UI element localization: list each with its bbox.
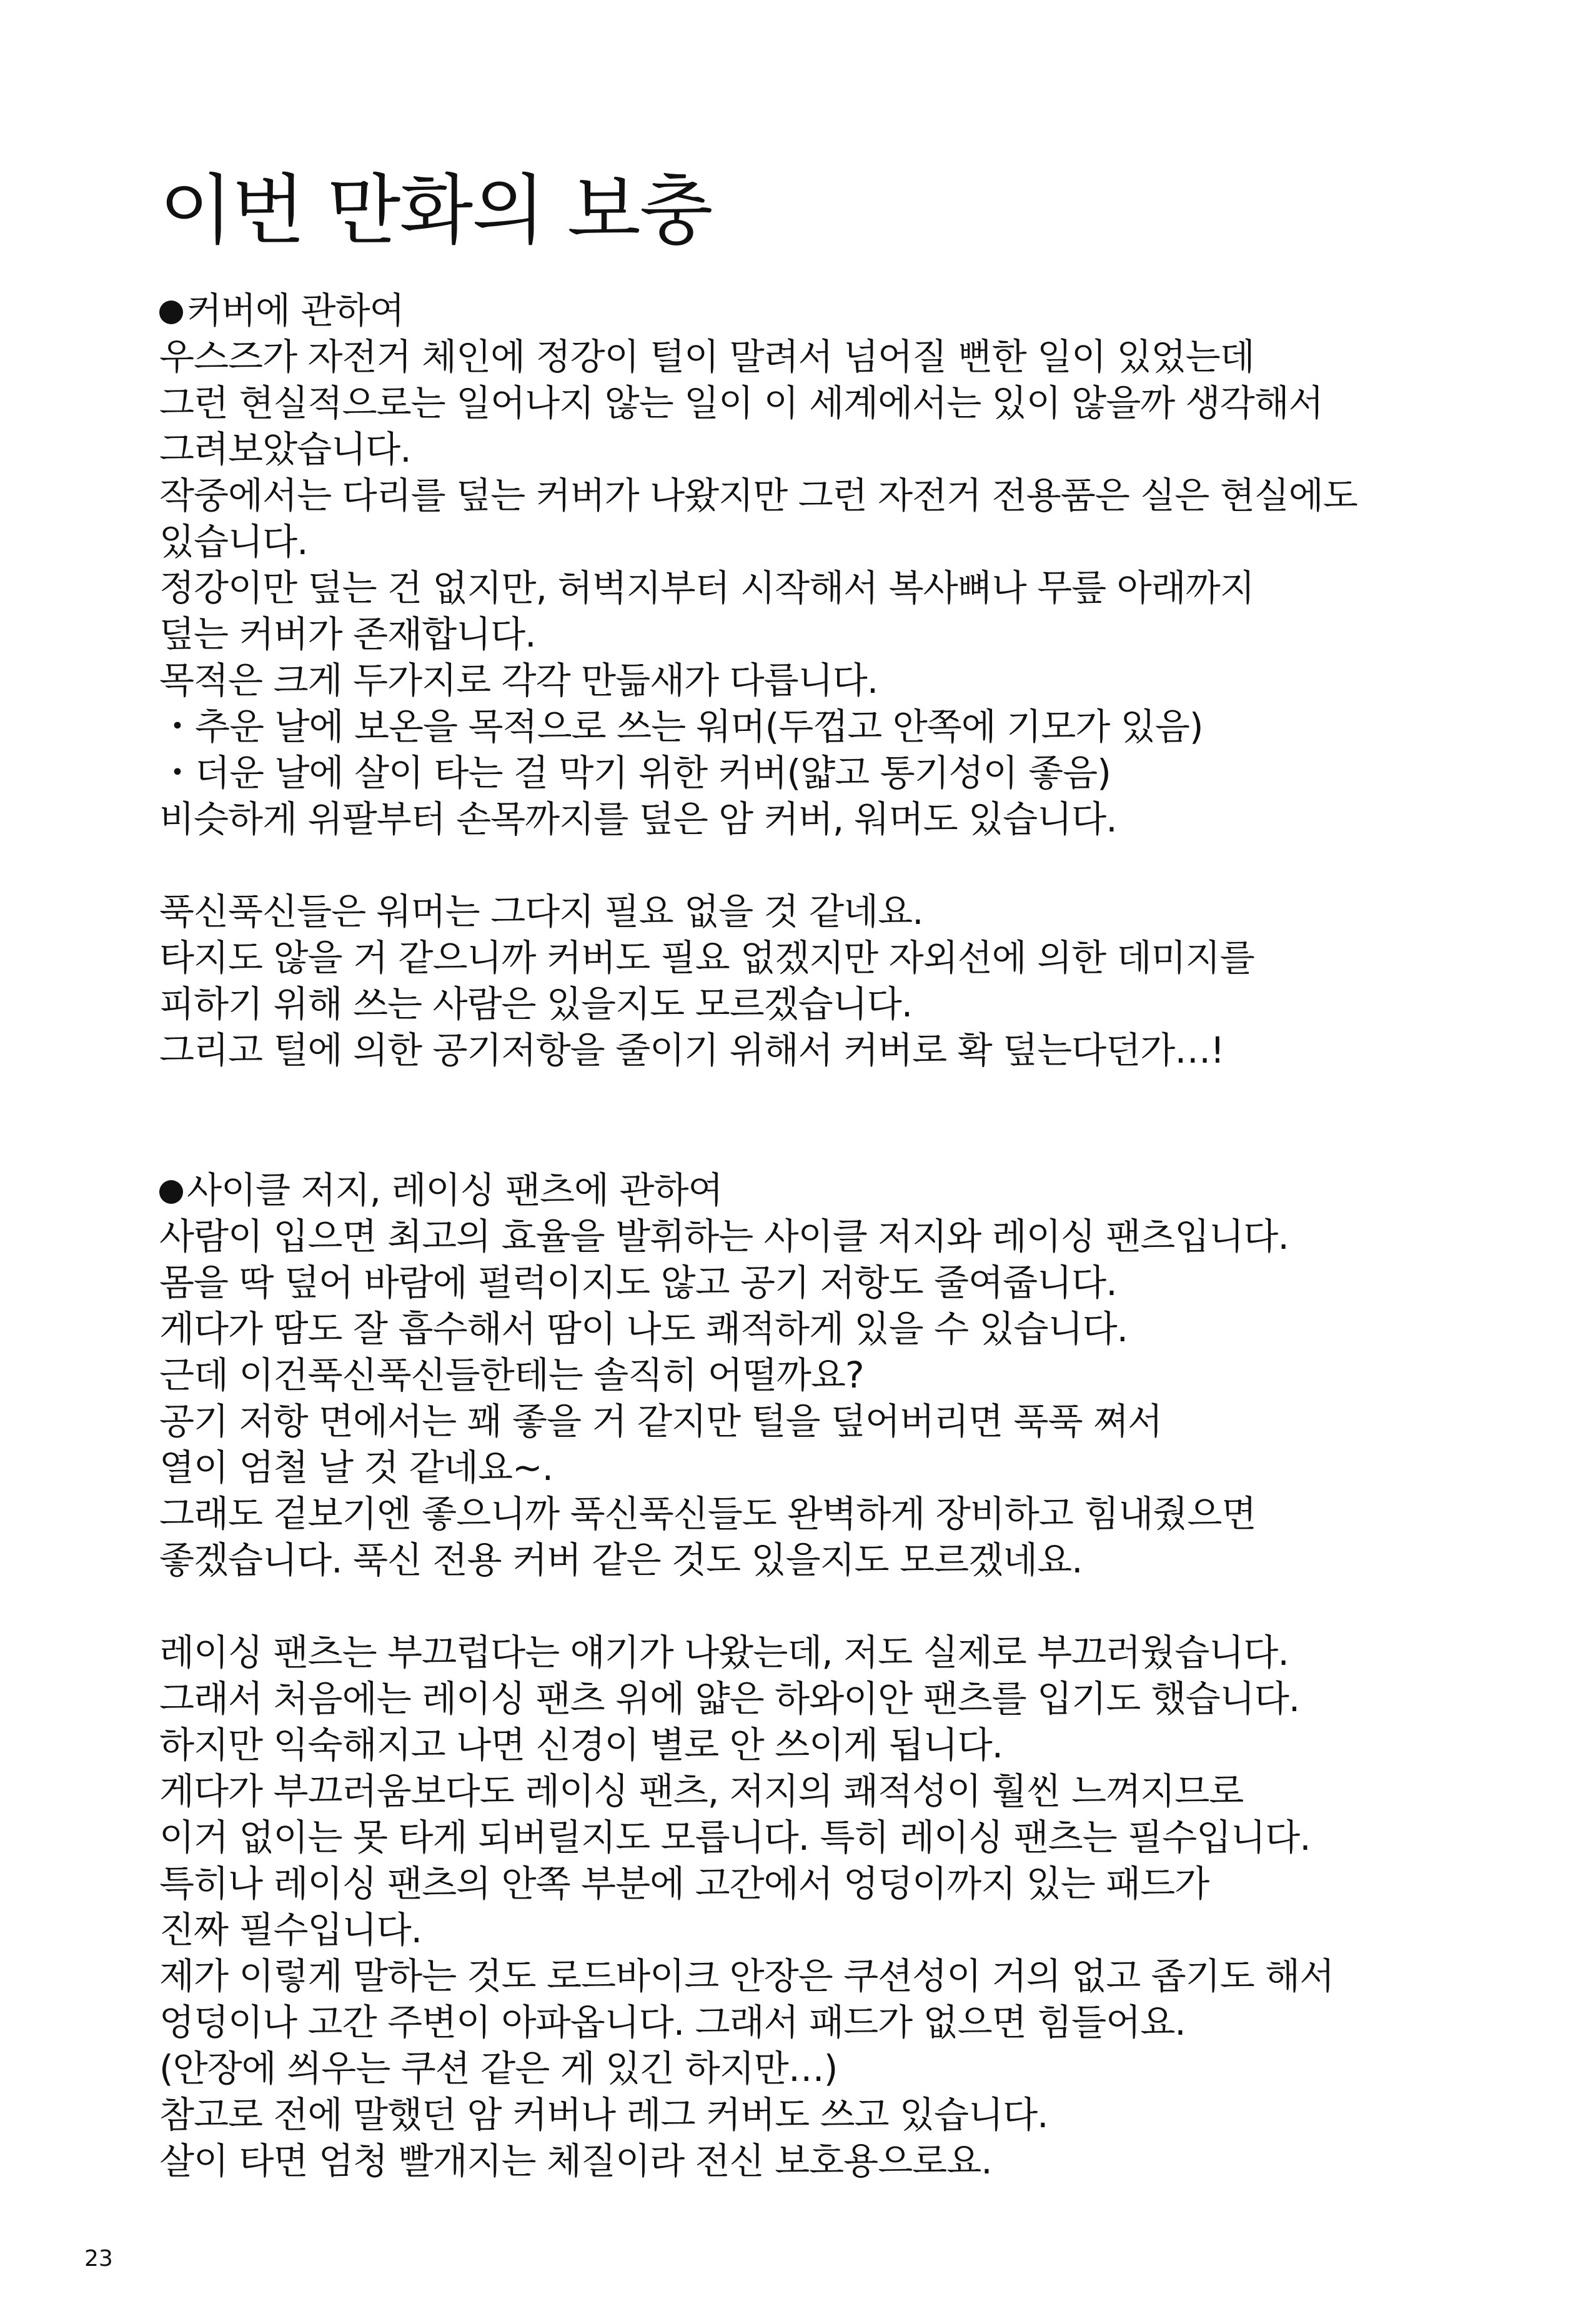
text-line: 푹신푹신들은 워머는 그다지 필요 없을 것 같네요. [159, 890, 923, 933]
page-number: 23 [84, 2246, 113, 2272]
text-line: 작중에서는 다리를 덮는 커버가 나왔지만 그런 자전거 전용품은 실은 현실에도 [159, 474, 1357, 517]
text-line: (안장에 씌우는 쿠션 같은 게 있긴 하지만…) [159, 2047, 838, 2090]
text-line: 진짜 필수입니다. [159, 1909, 422, 1951]
text-line: 하지만 익숙해지고 나면 신경이 별로 안 쓰이게 됩니다. [159, 1724, 1003, 1766]
text-line: 살이 타면 엄청 빨개지는 체질이라 전신 보호용으로요. [159, 2140, 992, 2182]
bullet-icon [159, 300, 183, 324]
section-heading: 사이클 저지, 레이싱 팬츠에 관하여 [159, 1167, 1515, 1213]
text-line: 그런 현실적으로는 일어나지 않는 일이 이 세계에서는 있이 않을까 생각해서 [159, 382, 1323, 424]
text-line: 사람이 입으면 최고의 효율을 발휘하는 사이클 저지와 레이싱 팬츠입니다. [159, 1215, 1289, 1258]
text-line: 좋겠습니다. 푹신 전용 커버 같은 것도 있을지도 모르겠네요. [159, 1539, 1083, 1581]
page-title: 이번 만화의 보충 [159, 166, 712, 255]
text-line: 공기 저항 면에서는 꽤 좋을 거 같지만 털을 덮어버리면 푹푹 쪄서 [159, 1400, 1163, 1443]
text-line: 레이싱 팬츠는 부끄럽다는 얘기가 나왔는데, 저도 실제로 부끄러웠습니다. [159, 1631, 1289, 1674]
paragraph-break [159, 842, 1515, 888]
text-line: 그래서 처음에는 레이싱 팬츠 위에 얇은 하와이안 팬츠를 입기도 했습니다. [159, 1677, 1300, 1720]
text-line: ・더운 날에 살이 타는 걸 막기 위한 커버(얇고 통기성이 좋음) [159, 752, 1111, 794]
text-line: 제가 이렇게 말하는 것도 로드바이크 안장은 쿠션성이 거의 없고 좁기도 해서 [159, 1955, 1334, 1997]
text-line: 엉덩이나 고간 주변이 아파옵니다. 그래서 패드가 없으면 힘들어요. [159, 2001, 1186, 2043]
section-body [159, 334, 1515, 1073]
text-line: 참고로 전에 말했던 암 커버나 레그 커버도 쓰고 있습니다. [159, 2093, 1048, 2136]
text-line: 타지도 않을 거 같으니까 커버도 필요 없겠지만 자외선에 의한 데미지를 [159, 936, 1254, 979]
paragraph-break [159, 1583, 1515, 1629]
text-line: 게다가 땀도 잘 흡수해서 땀이 나도 쾌적하게 있을 수 있습니다. [159, 1308, 1128, 1350]
text-line: 그려보았습니다. [159, 428, 411, 470]
text-line: 그리고 털에 의한 공기저항을 줄이기 위해서 커버로 확 덮는다던가…! [159, 1029, 1224, 1071]
section-heading: 커버에 관하여 [159, 287, 1515, 334]
text-line: 특히나 레이싱 팬츠의 안쪽 부분에 고간에서 엉덩이까지 있는 패드가 [159, 1862, 1209, 1905]
text-line: 근데 이건푹신푹신들한테는 솔직히 어떨까요? [159, 1354, 864, 1396]
text-line: 피하기 위해 쓰는 사람은 있을지도 모르겠습니다. [159, 983, 913, 1025]
text-line: 그래도 겉보기엔 좋으니까 푹신푹신들도 완벽하게 장비하고 힘내줬으면 [159, 1492, 1256, 1535]
text-line: 있습니다. [159, 520, 308, 563]
text-line: 덮는 커버가 존재합니다. [159, 613, 536, 655]
text-line: 목적은 크게 두가지로 각각 만듦새가 다릅니다. [159, 659, 878, 702]
text-line: 우스즈가 자전거 체인에 정강이 털이 말려서 넘어질 뻔한 일이 있었는데 [159, 335, 1254, 378]
text-line: ・추운 날에 보온을 목적으로 쓰는 워머(두껍고 안쪽에 기모가 있음) [159, 705, 1203, 748]
text-line: 이거 없이는 못 타게 되버릴지도 모릅니다. 특히 레이싱 팬츠는 필수입니다. [159, 1816, 1311, 1859]
section-cover [159, 287, 1515, 1073]
text-line: 몸을 딱 덮어 바람에 펄럭이지도 않고 공기 저항도 줄여줍니다. [159, 1261, 1117, 1304]
section-body [159, 1213, 1515, 2184]
text-line: 비슷하게 위팔부터 손목까지를 덮은 암 커버, 워머도 있습니다. [159, 798, 1117, 840]
section-cycle-jersey [159, 1167, 1515, 2184]
text-line: 열이 엄철 날 것 같네요~. [159, 1446, 553, 1489]
text-line: 게다가 부끄러움보다도 레이싱 팬츠, 저지의 쾌적성이 훨씬 느껴지므로 [159, 1770, 1244, 1812]
text-line: 정강이만 덮는 건 없지만, 허벅지부터 시작해서 복사뼈나 무릎 아래까지 [159, 567, 1254, 609]
bullet-icon [159, 1180, 183, 1204]
